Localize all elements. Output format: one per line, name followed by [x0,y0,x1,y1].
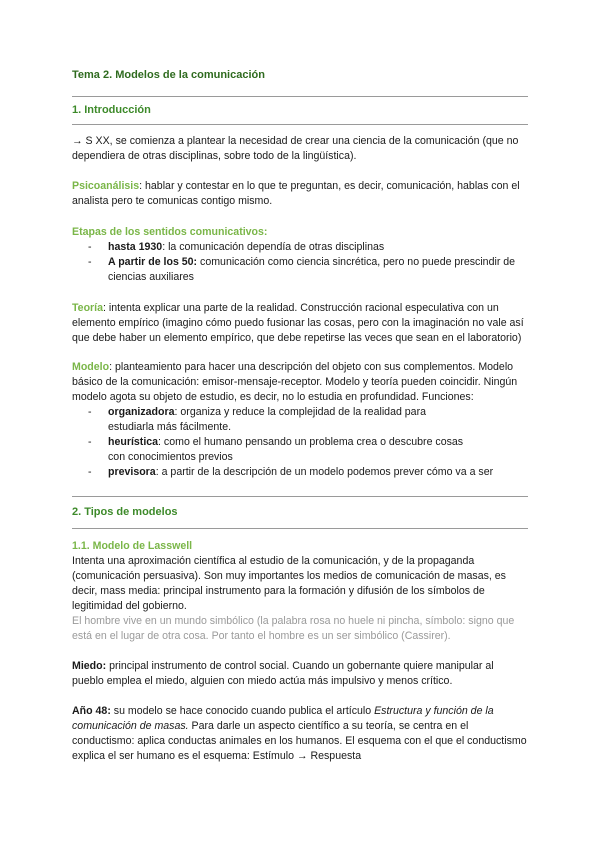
funcion-text: : organiza y reduce la complejidad de la realidad para estudiarla más fácilmente. [108,406,426,433]
etapa-text: : la comunicación dependía de otras disciplinas [162,241,385,253]
teoria-text: : intenta explicar una parte de la realidad. Construcción racional especulativa con un elemento empírico (imagino cómo puedo fusionar las cosas, pero con la imaginación no vale así que debe haber un elemento empírico, que debe repetirse las veces que sean en el laboratorio) [72,302,524,344]
modelo-text: : planteamiento para hacer una descripción del objeto con sus complementos. Modelo básico de la comunicación: emisor-mensaje-receptor. Modelo y teoría pueden coincidir. Ningún modelo agota su objeto de estudio, es decir, no lo estudia en profundidad. Funciones: [72,361,518,403]
document-title: Tema 2. Modelos de la comunicación [72,69,265,81]
list-item [72,465,528,480]
intro-paragraph: → S XX, se comienza a plantear la necesidad de crear una ciencia de la comunicación (que no dependiera de otras disciplinas, sobre todo de la lingüística). [72,135,519,162]
etapas-heading: Etapas de los sentidos comunicativos: [72,226,268,238]
funcion-term: organizadora [108,406,175,418]
etapas-list [72,240,528,285]
psicoanalisis-paragraph [72,179,528,209]
lasswell-heading: 1.1. Modelo de Lasswell [72,540,193,552]
funcion-text: : a partir de la descripción de un modelo podemos prever cómo va a ser [155,466,494,478]
funcion-term: previsora [108,466,156,478]
lasswell-paragraph: Intenta una aproximación científica al estudio de la comunicación, y de la propaganda (comunicación persuasiva). Son muy importantes los medios de comunicación de masas, es decir, mass media: principal instrumento para la formación y difusión de los símbolos de legitimidad del gobierno. [72,555,506,612]
miedo-paragraph [72,659,528,689]
funciones-list [72,405,528,480]
list-item [72,405,468,435]
teoria-paragraph [72,301,528,346]
section-1-heading: 1. Introducción [72,104,151,116]
ano-text-continued: Para darle un aspecto científico a su teoría, se centra en el conductismo: aplica conductas animales en los humanos. El esquema con el que el conductismo explica el ser humano es el esquema: Estímulo → Respuesta [72,720,527,762]
ano-paragraph [72,704,528,764]
miedo-text: principal instrumento de control social. Cuando un gobernante quiere manipular al pueblo emplea el miedo, alguien con miedo actúa más impulsivo y menos crítico. [72,660,494,687]
section-2-heading: 2. Tipos de modelos [72,506,178,518]
lasswell-note: El hombre vive en un mundo simbólico (la palabra rosa no huele ni pincha, símbolo: signo que está en el lugar de otra cosa. Por tanto el hombre es un ser simbólico (Cassirer). [72,615,515,642]
ano-term: Año 48: [72,705,111,717]
teoria-term: Teoría [72,302,104,314]
modelo-paragraph [72,360,528,405]
psicoanalisis-text: : hablar y contestar en lo que te preguntan, es decir, comunicación, hablas con el analista pero te comunicas contigo mismo. [72,180,520,207]
list-item [72,435,468,465]
funcion-text: : como el humano pensando un problema crea o descubre cosas con conocimientos previos [108,436,464,463]
psicoanalisis-term: Psicoanálisis [72,180,140,192]
list-item [72,240,528,255]
etapa-text: comunicación como ciencia sincrética, pero no puede prescindir de ciencias auxiliares [108,256,516,283]
list-item [72,255,528,285]
miedo-term: Miedo: [72,660,107,672]
document-page [72,68,528,764]
modelo-term: Modelo [72,361,110,373]
ano-text: su modelo se hace conocido cuando publica el artículo [110,705,375,717]
article-title: Estructura y función de la comunicación de masas. [72,705,494,732]
etapa-term: hasta 1930 [108,241,163,253]
etapa-term: A partir de los 50: [108,256,198,268]
funcion-term: heurística [108,436,159,448]
